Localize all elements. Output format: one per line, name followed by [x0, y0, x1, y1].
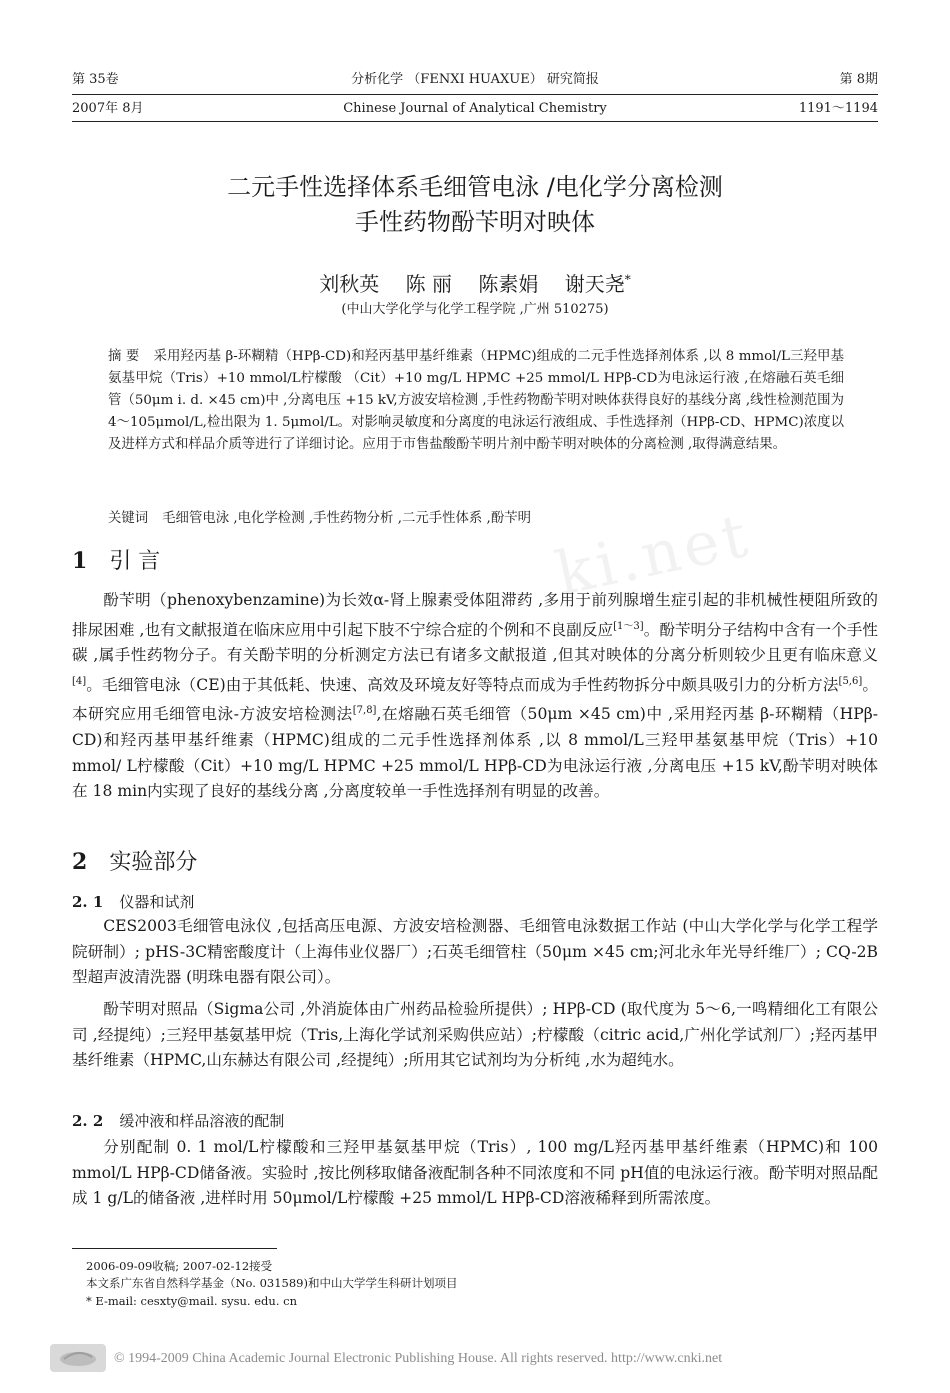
author: 陈素娟: [478, 271, 539, 296]
citation: [7,8]: [352, 705, 377, 717]
author-name: 谢天尧: [564, 271, 625, 296]
abstract-label: 摘 要: [108, 349, 140, 364]
text-run: ,在熔融石英毛细管（50μm ×45 cm)中 ,采用羟丙基 β-环糊精（HPβ-CD)和羟丙基甲基纤维素（HPMC)组成的二元手性选择剂体系 ,以 8 mmol/L三羟甲基氨基甲烷（Tris）+10 mmol/ L柠檬酸（Cit）+10 mg/L HPMC +25 mmol/L HPβ-CD为电泳运行液 ,分离电压 +15 kV,酚苄明对映体在 18 min内实现了良好的基线分离 ,分离度较单一手性选择剂有明显的改善。: [72, 705, 878, 801]
section-title: 引 言: [109, 549, 161, 574]
footnote-received: 2006-09-09收稿; 2007-02-12接受: [86, 1259, 273, 1273]
subsection-heading: [72, 1110, 284, 1132]
page-range: 1191～1194: [798, 101, 878, 116]
subsection-number: 2. 2: [72, 1112, 104, 1130]
publication-date: 2007年 8月: [72, 101, 144, 116]
header-rule-2: [72, 121, 878, 122]
paper-title-line-1: 二元手性选择体系毛细管电泳 /电化学分离检测: [227, 173, 723, 201]
body-paragraph: 分别配制 0. 1 mol/L柠檬酸和三羟甲基氨基甲烷（Tris）, 100 mg/L羟丙基甲基纤维素（HPMC)和 100 mmol/L HPβ-CD储备液。实验时 ,按比例移取储备液配制各种不同浓度和不同 pH值的电泳运行液。酚苄明对照品配成 1 g/L的储备液 ,进样时用 50μmol/L柠檬酸 +25 mmol/L HPβ-CD溶液稀释到所需浓度。: [72, 1138, 878, 1207]
text-run: 。酚苄明分子结构中含有一个手性碳 ,属手性药物分子。有关酚苄明的分析测定方法已有诸多文献报道 ,但其对映体的分离分析则较少且更有临床意义: [72, 620, 878, 665]
text-run: 。毛细管电泳（CE)由于其低耗、快速、高效及环境友好等特点而成为手性药物拆分中颇具吸引力的分析方法: [86, 675, 839, 694]
intro-paragraph: [72, 588, 878, 805]
abstract: [108, 346, 844, 456]
footnote-email: * E-mail: cesxty@mail. sysu. edu. cn: [86, 1294, 297, 1308]
author: 刘秋英: [319, 271, 380, 296]
journal-name-cn: 分析化学 （FENXI HUAXUE） 研究简报: [351, 72, 599, 87]
volume: 第 35卷: [72, 72, 119, 87]
author: 陈 丽: [405, 271, 452, 296]
subsection-heading: [72, 891, 194, 913]
abstract-text: 采用羟丙基 β-环糊精（HPβ-CD)和羟丙基甲基纤维素（HPMC)组成的二元手性选择剂体系 ,以 8 mmol/L三羟甲基氨基甲烷（Tris）+10 mmol/L柠檬酸 （Cit）+10 mg/L HPMC +25 mmol/L HPβ-CD为电泳运行液 ,在熔融石英毛细管（50μm i. d. ×45 cm)中 ,分离电压 +15 kV,方波安培检测 ,手性药物酚苄明对映体获得良好的基线分离 ,线性检测范围为 4～105μmol/L,检出限为 1. 5μmol/L。对影响灵敏度和分离度的电泳运行液组成、手性选择剂（HPβ-CD、HPMC)浓度以及进样方式和样品介质等进行了详细讨论。应用于市售盐酸酚苄明片剂中酚苄明对映体的分离检测 ,取得满意结果。: [108, 349, 844, 452]
citation: [4]: [72, 675, 87, 687]
affiliation: (中山大学化学与化学工程学院 ,广州 510275): [341, 302, 609, 317]
subsection-number: 2. 1: [72, 893, 104, 911]
publisher-logo-icon: [50, 1344, 106, 1372]
corresponding-mark: *: [624, 272, 631, 286]
keywords-text: 毛细管电泳 ,电化学检测 ,手性药物分析 ,二元手性体系 ,酚苄明: [162, 511, 531, 526]
subsection-title: 缓冲液和样品溶液的配制: [119, 1112, 285, 1130]
text-run: 酚苄明（phenoxybenzamine)为长效α-肾上腺素受体阻滞药 ,多用于前列腺增生症引起的非机械性梗阻所致的排尿困难 ,也有文献报道在临床应用中引起下肢不宁综合症的个例和不良副反应: [72, 591, 878, 639]
footnote-fund: 本文系广东省自然科学基金（No. 031589)和中山大学学生科研计划项目: [86, 1276, 458, 1290]
section-number: 2: [72, 849, 88, 875]
section-title: 实验部分: [109, 850, 198, 875]
header-rule: [72, 94, 878, 95]
body-paragraph: CES2003毛细管电泳仪 ,包括高压电源、方波安培检测器、毛细管电泳数据工作站 (中山大学化学与化学工程学院研制）; pHS-3C精密酸度计（上海伟业仪器厂）;石英毛细管柱（50μm ×45 cm;河北永年光导纤维厂）; CQ-2B型超声波清洗器 (明珠电器有限公司）。: [72, 917, 878, 986]
section-heading: [72, 546, 160, 577]
paper-title-line-2: 手性药物酚苄明对映体: [355, 208, 595, 236]
journal-name-en: Chinese Journal of Analytical Chemistry: [343, 101, 607, 116]
text-run: 。本研究应用毛细管电泳-方波安培检测法: [72, 675, 878, 724]
citation: [1～3]: [613, 620, 644, 632]
citation: [5,6]: [838, 675, 863, 687]
section-heading: [72, 847, 197, 878]
author-list: [72, 265, 878, 298]
footer: [22, 1342, 922, 1382]
issue: 第 8期: [839, 72, 878, 87]
watermark: ki.net: [549, 500, 758, 610]
keywords-label: 关键词: [108, 511, 149, 526]
section-number: 1: [72, 548, 88, 574]
copyright-text: © 1994-2009 China Academic Journal Electronic Publishing House. All rights reserved. http://www.cnki.net: [114, 1351, 723, 1366]
body-paragraph: 酚苄明对照品（Sigma公司 ,外消旋体由广州药品检验所提供）; HPβ-CD (取代度为 5～6,一鸣精细化工有限公司 ,经提纯）;三羟甲基氨基甲烷（Tris,上海化学试剂采购供应站）;柠檬酸（citric acid,广州化学试剂厂）;羟丙基甲基纤维素（HPMC,山东赫达有限公司 ,经提纯）;所用其它试剂均为分析纯 ,水为超纯水。: [72, 1000, 878, 1069]
subsection-title: 仪器和试剂: [119, 893, 195, 911]
footnote-rule: [72, 1248, 277, 1249]
author: [565, 272, 631, 296]
